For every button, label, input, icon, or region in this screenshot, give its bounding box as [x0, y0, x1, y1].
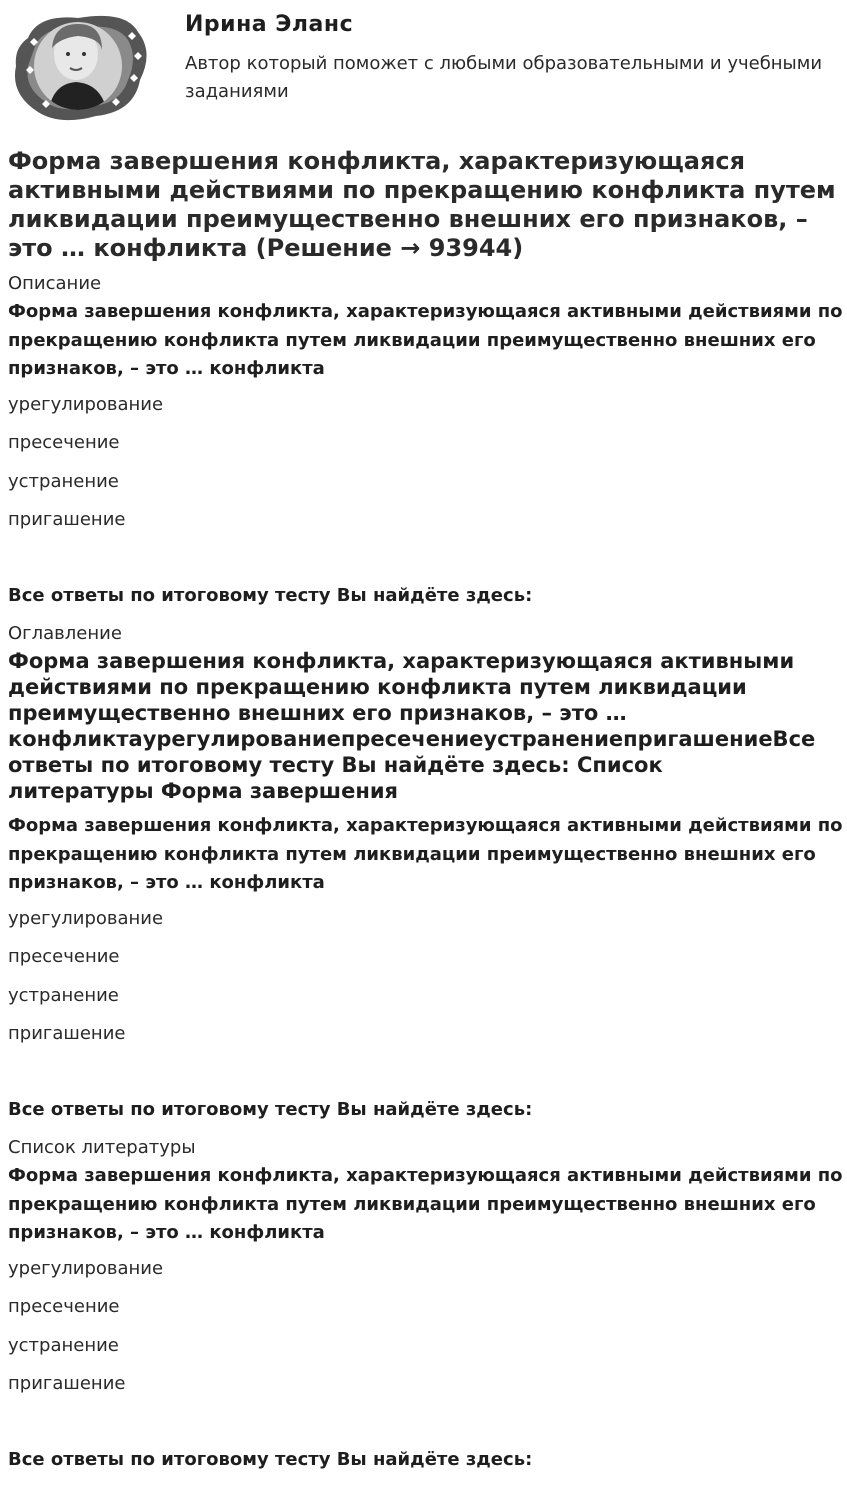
toc-line: действиями по прекращению конфликта путем ликвидации: [8, 675, 747, 699]
question-text: Форма завершения конфликта, характеризующаяся активными действиями по прекращению конфликта путем ликвидации преимущественно внешних его признаков, – это … конфликта: [8, 815, 843, 893]
page-title: Форма завершения конфликта, характеризующаяся активными действиями по прекращению конфликта путем ликвидации преимущественно внешних его признаков, – это … конфликта (Решение → 93944): [8, 147, 836, 262]
author-header: [0, 0, 847, 130]
toc-text: [8, 648, 844, 804]
refs-label: Список литературы: [8, 1137, 196, 1158]
author-avatar: [8, 8, 150, 126]
main-content: [8, 147, 844, 1471]
answers-note: Все ответы по итоговому тесту Вы найдёте здесь:: [8, 1099, 533, 1120]
answers-note: Все ответы по итоговому тесту Вы найдёте здесь:: [8, 585, 533, 606]
question-text: Форма завершения конфликта, характеризующаяся активными действиями по прекращению конфликта путем ликвидации преимущественно внешних его признаков, – это … конфликта: [8, 301, 843, 379]
option-1: урегулирование: [8, 1257, 164, 1279]
option-2: пресечение: [8, 946, 120, 967]
toc-line: Форма завершения конфликта, характеризующаяся активными: [8, 649, 795, 673]
author-description: Автор который поможет с любыми образовательными и учебными заданиями: [185, 53, 823, 102]
answers-note: Все ответы по итоговому тесту Вы найдёте здесь:: [8, 1449, 533, 1470]
option-4: пригашение: [8, 1023, 126, 1044]
author-name[interactable]: Ирина Эланс: [185, 12, 354, 37]
toc-label: Оглавление: [8, 623, 122, 644]
option-3: устранение: [8, 470, 119, 492]
description-label: Описание: [8, 273, 102, 294]
option-4: пригашение: [8, 1373, 126, 1394]
option-1: урегулирование: [8, 393, 164, 415]
option-2: пресечение: [8, 1296, 120, 1317]
option-3: устранение: [8, 984, 119, 1006]
option-1: урегулирование: [8, 907, 164, 929]
option-2: пресечение: [8, 432, 120, 453]
toc-line: литературы Форма завершения: [8, 779, 399, 803]
question-text: Форма завершения конфликта, характеризующаяся активными действиями по прекращению конфликта путем ликвидации преимущественно внешних его признаков, – это … конфликта: [8, 1165, 843, 1243]
option-4: пригашение: [8, 509, 126, 530]
toc-line: преимущественно внешних его признаков, – это …: [8, 701, 627, 725]
toc-line: ответы по итоговому тесту Вы найдёте здесь: Список: [8, 753, 663, 777]
toc-line: конфликтаурегулированиепресечениеустранениепригашениеВсе: [8, 727, 816, 751]
option-3: устранение: [8, 1334, 119, 1356]
